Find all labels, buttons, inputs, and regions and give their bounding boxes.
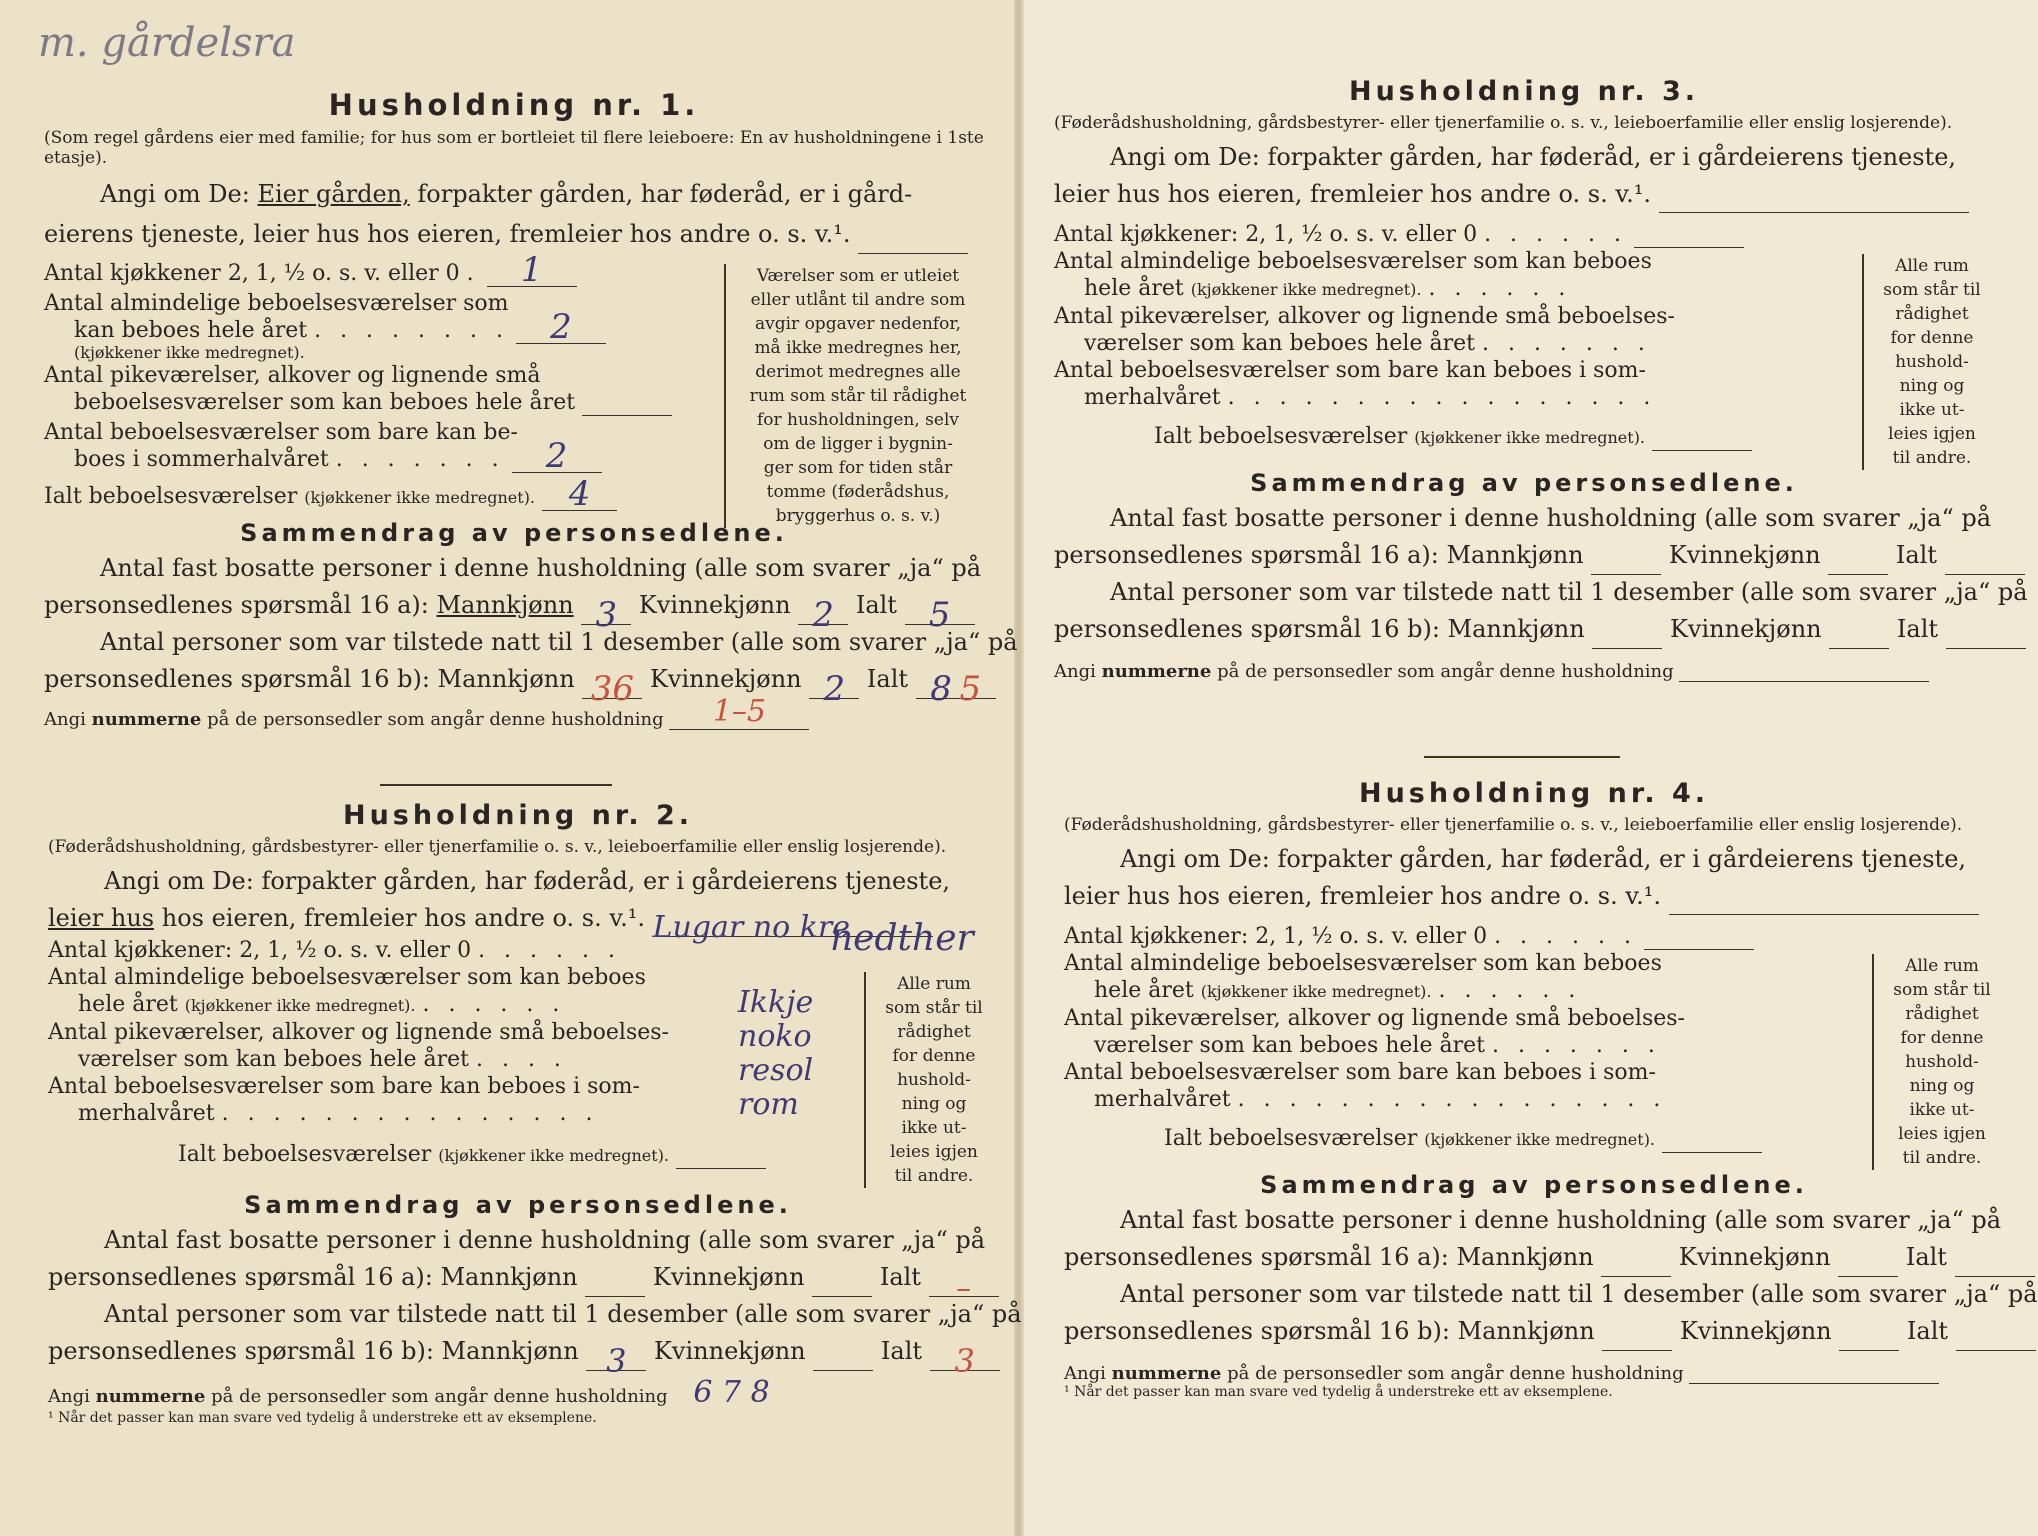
ordinary-rooms-label: Antal almindelige beboelsesværelser som: [44, 291, 509, 316]
resident-female-field[interactable]: [1828, 548, 1888, 575]
household-1-summary-title: Sammendrag av personsedlene.: [240, 519, 788, 547]
maid-rooms-row: beboelsesværelser som kan beboes hele året: [44, 389, 984, 416]
present-female-field[interactable]: [1839, 1324, 1899, 1351]
maid-rooms-label: Antal pikeværelser, alkover og lignende små beboelses-: [1064, 1006, 1685, 1031]
kitchen-row: Antal kjøkkener: 2, 1, ½ o. s. v. eller 0 . . . . . .: [48, 938, 621, 963]
maid-rooms-field[interactable]: [582, 389, 672, 416]
household-2-status-line-2: leier hus hos eieren, fremleier hos andre o. s. v.¹. Lugar no kre: [48, 899, 988, 937]
present-male-field[interactable]: [1592, 622, 1662, 649]
resident-female-field[interactable]: 2: [798, 598, 848, 625]
summer-rooms-field[interactable]: 2: [512, 446, 602, 473]
present-question: Antal personer som var tilstede natt til 1 desember (alle som svarer „ja“ på: [1110, 578, 2028, 606]
present-total-field[interactable]: 3: [930, 1344, 1000, 1371]
ordinary-rooms-field[interactable]: 2: [516, 317, 606, 344]
household-2-numbers-row: Angi nummerne på de personsedler som angår denne husholdning 6 7 8: [48, 1375, 770, 1410]
household-1-numbers-field[interactable]: 1–5: [669, 703, 809, 730]
household-3-status-line-2: leier hus hos eieren, fremleier hos andre o. s. v.¹.: [1054, 175, 1994, 213]
summer-rooms-label: Antal beboelsesværelser som bare kan beboes i som-: [1064, 1060, 1656, 1085]
household-4-status-line: Angi om De: forpakter gården, har føderåd, er i gårdeierens tjeneste,: [1120, 845, 1967, 873]
leier-hus-underlined[interactable]: leier hus: [48, 904, 155, 932]
ordinary-rooms-row: kan beboes hele året . . . . . . . . 2: [44, 317, 984, 344]
household-2-title: Husholdning nr. 2.: [342, 800, 694, 831]
kitchen-row: Antal kjøkkener: 2, 1, ½ o. s. v. eller 0 . . . . . .: [1064, 923, 1724, 950]
household-2-status-field[interactable]: Lugar no kre: [653, 910, 933, 937]
household-1-subtitle: (Som regel gårdens eier med familie; for hus som er bortleiet til flere leieboere: En av husholdningene i 1ste etasje).: [44, 128, 984, 168]
status-blank[interactable]: [858, 227, 968, 254]
household-3-subtitle: (Føderådshusholdning, gårdsbestyrer- eller tjenerfamilie o. s. v., leieboerfamilie eller enslig losjerende).: [1054, 113, 1953, 133]
household-3-rooms: [1054, 221, 1714, 451]
summer-rooms-label: Antal beboelsesværelser som bare kan be-: [44, 420, 518, 445]
kitchen-field[interactable]: [1644, 923, 1754, 950]
total-rooms-field[interactable]: [1652, 424, 1752, 451]
present-female-field[interactable]: [813, 1344, 873, 1371]
present-total-field[interactable]: [1956, 1324, 2036, 1351]
resident-question: Antal fast bosatte personer i denne husholdning (alle som svarer „ja“ på: [1120, 1206, 2002, 1234]
household-4-subtitle: (Føderådshusholdning, gårdsbestyrer- eller tjenerfamilie o. s. v., leieboerfamilie eller enslig losjerende).: [1064, 815, 1963, 835]
ordinary-rooms-row: hele året (kjøkkener ikke medregnet). . . . . . .: [78, 992, 566, 1017]
household-4-numbers-row: Angi nummerne på de personsedler som angår denne husholdning: [1064, 1357, 2004, 1384]
resident-row: personsedlenes spørsmål 16 a): Mannkjønn 3 Kvinnekjønn 2 Ialt 5: [44, 585, 984, 625]
present-row: personsedlenes spørsmål 16 b): Mannkjønn 36 Kvinnekjønn 2 Ialt 8 5: [44, 659, 984, 699]
resident-female-field[interactable]: [812, 1270, 872, 1297]
summer-rooms-row: merhalvåret . . . . . . . . . . . . . . . . .: [1084, 385, 1657, 410]
household-2-handwritten-no-rooms: Ikkje noko resol rom: [738, 985, 814, 1122]
household-3-numbers-row: Angi nummerne på de personsedler som angår denne husholdning: [1054, 655, 1994, 682]
maid-rooms-label: Antal pikeværelser, alkover og lignende små beboelses-: [1054, 304, 1675, 329]
kitchen-field[interactable]: 1: [487, 260, 577, 287]
kitchen-not-included-note: (kjøkkener ikke medregnet).: [74, 343, 305, 362]
kitchen-row: Antal kjøkkener: 2, 1, ½ o. s. v. eller 0 . . . . . .: [1054, 221, 1714, 248]
household-2-rooms-note: Alle rum som står til rådighet for denne hushold- ning og ikke ut- leies igjen til andre.: [864, 972, 990, 1188]
household-1-numbers-row: Angi nummerne på de personsedler som angår denne husholdning 1–5: [44, 703, 984, 730]
household-3-rooms-note: Alle rum som står til rådighet for denne hushold- ning og ikke ut- leies igjen til andre.: [1862, 254, 1988, 470]
summer-rooms-row: merhalvåret . . . . . . . . . . . . . . . . .: [1094, 1087, 1667, 1112]
maid-rooms-label: Antal pikeværelser, alkover og lignende små beboelses-: [48, 1020, 669, 1045]
total-rooms-field[interactable]: [1662, 1126, 1762, 1153]
household-1-rooms-note: Værelser som er utleiet eller utlånt til andre som avgir opgaver nedenfor, må ikke medregnes her, derimot medregnes alle rum som står til rådighet for husholdningen, selv om de ligger i bygnin- ger som for tiden står tomme (føderådshus, bryggerhus o. s. v.): [724, 264, 978, 528]
resident-male-field[interactable]: [1601, 1250, 1671, 1277]
household-3-status-field[interactable]: [1659, 186, 1969, 213]
household-3: [1054, 76, 2028, 682]
kitchen-row: Antal kjøkkener 2, 1, ½ o. s. v. eller 0 . 1: [44, 260, 984, 287]
divider-3-4: [1424, 756, 1620, 758]
summer-rooms-label: Antal beboelsesværelser som bare kan beboes i som-: [1054, 358, 1646, 383]
ordinary-rooms-row: hele året (kjøkkener ikke medregnet). . . . . . .: [1084, 276, 1572, 301]
total-rooms-row: Ialt beboelsesværelser (kjøkkener ikke medregnet).: [1054, 423, 1714, 451]
household-4-status-field[interactable]: [1669, 888, 1979, 915]
household-2-status-extra: nedther: [830, 918, 974, 959]
present-question: Antal personer som var tilstede natt til 1 desember (alle som svarer „ja“ på: [100, 628, 1018, 656]
total-rooms-field[interactable]: 4: [542, 484, 617, 511]
footnote: ¹ Når det passer kan man svare ved tydelig å understreke ett av eksemplene.: [1064, 1384, 1613, 1400]
resident-male-field[interactable]: [585, 1270, 645, 1297]
resident-male-field[interactable]: [1591, 548, 1661, 575]
household-4: [1064, 778, 2038, 1400]
present-female-field[interactable]: 2: [809, 672, 859, 699]
ordinary-rooms-label: Antal almindelige beboelsesværelser som kan beboes: [48, 965, 646, 990]
total-rooms-row: Ialt beboelsesværelser (kjøkkener ikke medregnet).: [1064, 1125, 1724, 1153]
household-2-status-line: Angi om De: forpakter gården, har føderåd, er i gårdeierens tjeneste,: [104, 867, 951, 895]
resident-total-field[interactable]: –: [929, 1270, 999, 1297]
resident-total-field[interactable]: 5: [905, 598, 975, 625]
household-4-rooms-note: Alle rum som står til rådighet for denne hushold- ning og ikke ut- leies igjen til andre.: [1872, 954, 1998, 1170]
footnote: ¹ Når det passer kan man svare ved tydelig å understreke ett av eksemplene.: [48, 1410, 597, 1426]
maid-rooms-label: Antal pikeværelser, alkover og lignende små: [44, 363, 541, 388]
household-2-numbers-value: 6 7 8: [693, 1375, 770, 1410]
present-question: Antal personer som var tilstede natt til 1 desember (alle som svarer „ja“ på: [104, 1300, 1022, 1328]
household-4-summary-title: Sammendrag av personsedlene.: [1260, 1171, 1808, 1199]
household-3-numbers-field[interactable]: [1679, 655, 1929, 682]
household-2-summary-title: Sammendrag av personsedlene.: [244, 1191, 792, 1219]
ordinary-rooms-label: Antal almindelige beboelsesværelser som kan beboes: [1054, 249, 1652, 274]
total-rooms-row: Ialt beboelsesværelser (kjøkkener ikke medregnet).: [48, 1141, 688, 1169]
summer-rooms-row: boes i sommerhalvåret . . . . . . . 2: [44, 446, 984, 473]
household-1-status-line: Angi om De: Eier gården, forpakter gården, har føderåd, er i gård-: [100, 180, 913, 208]
household-2-rooms: [48, 937, 688, 1169]
present-female-field[interactable]: [1829, 622, 1889, 649]
resident-total-field[interactable]: [1955, 1250, 2035, 1277]
household-3-summary-title: Sammendrag av personsedlene.: [1250, 469, 1798, 497]
household-2: [48, 800, 1022, 1426]
corner-handwritten-note: m. gårdelsra: [38, 20, 296, 66]
resident-male-field[interactable]: 3: [581, 598, 631, 625]
resident-question: Antal fast bosatte personer i denne husholdning (alle som svarer „ja“ på: [1110, 504, 1992, 532]
household-4-numbers-field[interactable]: [1689, 1357, 1939, 1384]
household-3-status-line: Angi om De: forpakter gården, har føderåd, er i gårdeierens tjeneste,: [1110, 143, 1957, 171]
present-total-field[interactable]: 8 5: [916, 672, 996, 699]
resident-row: personsedlenes spørsmål 16 a): Mannkjønn Kvinnekjønn Ialt –: [48, 1257, 988, 1297]
present-row: personsedlenes spørsmål 16 b): Mannkjønn Kvinnekjønn Ialt: [1064, 1311, 2004, 1351]
summer-rooms-label: Antal beboelsesværelser som bare kan beboes i som-: [48, 1074, 640, 1099]
present-row: personsedlenes spørsmål 16 b): Mannkjønn 3 Kvinnekjønn Ialt 3: [48, 1331, 988, 1371]
resident-question: Antal fast bosatte personer i denne husholdning (alle som svarer „ja“ på: [100, 554, 982, 582]
divider-1-2: [380, 784, 612, 786]
household-4-title: Husholdning nr. 4.: [1358, 778, 1710, 809]
household-3-title: Husholdning nr. 3.: [1348, 76, 1700, 107]
present-question: Antal personer som var tilstede natt til 1 desember (alle som svarer „ja“ på: [1120, 1280, 2038, 1308]
ordinary-rooms-row: hele året (kjøkkener ikke medregnet). . . . . . .: [1094, 978, 1582, 1003]
maid-rooms-row: værelser som kan beboes hele året . . . . . . .: [1084, 331, 1651, 356]
resident-total-field[interactable]: [1945, 548, 2025, 575]
present-male-field[interactable]: 3: [586, 1344, 646, 1371]
present-male-field[interactable]: [1602, 1324, 1672, 1351]
summer-rooms-row: merhalvåret . . . . . . . . . . . . . . .: [78, 1101, 599, 1126]
household-1-title: Husholdning nr. 1.: [328, 88, 700, 122]
household-1: [44, 88, 1018, 730]
present-row: personsedlenes spørsmål 16 b): Mannkjønn Kvinnekjønn Ialt: [1054, 609, 1994, 649]
household-1-status-line-2: eierens tjeneste, leier hus hos eieren, fremleier hos andre o. s. v.¹.: [44, 214, 984, 254]
present-total-field[interactable]: [1946, 622, 2026, 649]
total-rooms-field[interactable]: [676, 1142, 766, 1169]
household-4-status-line-2: leier hus hos eieren, fremleier hos andre o. s. v.¹.: [1064, 877, 2004, 915]
resident-question: Antal fast bosatte personer i denne husholdning (alle som svarer „ja“ på: [104, 1226, 986, 1254]
resident-row: personsedlenes spørsmål 16 a): Mannkjønn Kvinnekjønn Ialt: [1064, 1237, 2004, 1277]
eier-garden-underlined[interactable]: Eier gården,: [257, 180, 410, 208]
total-rooms-row: Ialt beboelsesværelser (kjøkkener ikke medregnet). 4: [44, 483, 984, 511]
household-4-rooms: [1064, 923, 1724, 1153]
resident-female-field[interactable]: [1838, 1250, 1898, 1277]
household-2-subtitle: (Føderådshusholdning, gårdsbestyrer- eller tjenerfamilie o. s. v., leieboerfamilie eller enslig losjerende).: [48, 837, 947, 857]
kitchen-field[interactable]: [1634, 221, 1744, 248]
maid-rooms-row: værelser som kan beboes hele året . . . . . . .: [1094, 1033, 1661, 1058]
resident-row: personsedlenes spørsmål 16 a): Mannkjønn Kvinnekjønn Ialt: [1054, 535, 1994, 575]
ordinary-rooms-label: Antal almindelige beboelsesværelser som kan beboes: [1064, 951, 1662, 976]
present-male-field[interactable]: 36: [582, 672, 642, 699]
maid-rooms-row: værelser som kan beboes hele året . . . .: [78, 1047, 567, 1072]
